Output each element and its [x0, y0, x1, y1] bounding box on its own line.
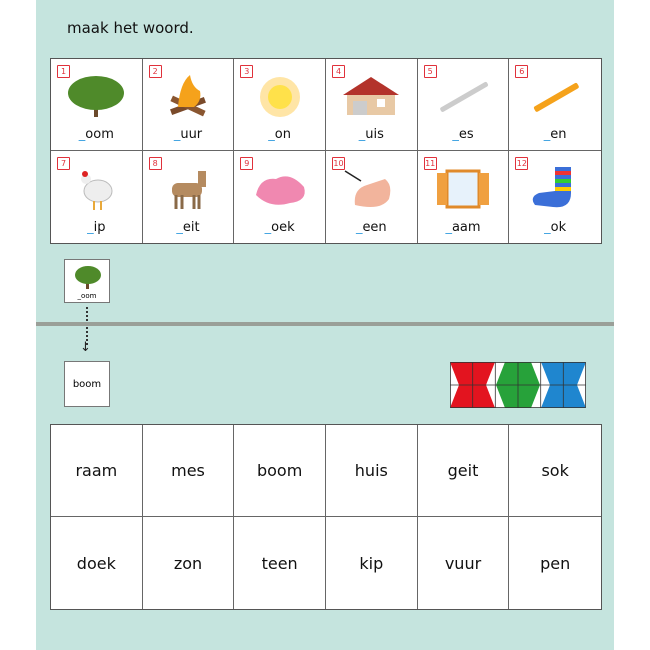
word-grid [50, 424, 602, 610]
blank: _ [452, 127, 459, 142]
toe-icon [341, 165, 401, 211]
card-number: 8 [149, 157, 162, 170]
card-word [418, 127, 509, 142]
blank: _ [358, 127, 366, 142]
card-number: 1 [57, 65, 70, 78]
picture-card [143, 151, 235, 243]
card-number: 3 [240, 65, 253, 78]
blank: _ [544, 220, 551, 235]
blank: _ [176, 220, 183, 235]
word-card[interactable]: kip [326, 517, 418, 609]
card-word [143, 127, 234, 142]
picture-card [234, 151, 326, 243]
tree-icon [66, 73, 126, 119]
window-icon [433, 165, 493, 211]
chicken-icon [66, 165, 126, 211]
card-number: 11 [425, 159, 436, 168]
word-ending: aam [451, 220, 481, 235]
word-ending: eit [182, 220, 200, 235]
word-ending: ok [550, 220, 567, 235]
blank: _ [355, 220, 363, 235]
blank: _ [264, 220, 272, 235]
picture-card [509, 151, 601, 243]
word-card[interactable]: doek [51, 517, 143, 609]
blank: _ [445, 220, 452, 235]
word-card[interactable]: raam [51, 425, 143, 517]
blank: _ [173, 127, 181, 142]
card-word [51, 220, 142, 235]
word-card[interactable]: boom [234, 425, 326, 517]
picture-card [418, 151, 510, 243]
example-answer: boom [64, 361, 110, 407]
word-card[interactable]: pen [540, 553, 571, 573]
arrow-down-icon: ↓ [80, 340, 91, 355]
word-ending: uur [180, 127, 203, 142]
card-word [326, 220, 417, 235]
blank: _ [87, 220, 94, 235]
picture-card [234, 59, 326, 151]
goat-icon [158, 165, 218, 211]
blank: _ [78, 127, 86, 142]
picture-card [509, 59, 601, 151]
card-word [509, 220, 601, 235]
knife-icon [433, 73, 493, 119]
picture-card [418, 59, 510, 151]
picture-card [51, 151, 143, 243]
example-word: _oom [77, 292, 97, 300]
card-number: 5 [424, 65, 437, 78]
cloth-icon [250, 165, 310, 211]
word-ending: oom [85, 127, 114, 142]
card-number: 10 [333, 159, 344, 168]
example-card [64, 259, 110, 303]
word-ending: es [458, 127, 474, 142]
color-pattern [450, 362, 586, 408]
sock-icon [525, 165, 585, 211]
word-card[interactable]: mes [143, 425, 235, 517]
card-number: 4 [332, 65, 345, 78]
card-word [51, 127, 142, 142]
fire-icon [158, 73, 218, 119]
picture-card [326, 151, 418, 243]
card-number: 9 [240, 157, 253, 170]
card-word [234, 127, 325, 142]
picture-grid [50, 58, 602, 244]
card-number: 2 [149, 65, 162, 78]
card-word [234, 220, 325, 235]
word-card[interactable]: zon [143, 517, 235, 609]
divider [36, 322, 614, 326]
card-number: 12 [516, 159, 527, 168]
house-icon [341, 73, 401, 119]
sun-icon [250, 73, 310, 119]
card-word [418, 220, 509, 235]
word-card[interactable]: sok [509, 425, 601, 517]
pen-icon [525, 73, 585, 119]
card-word [509, 127, 601, 142]
word-card[interactable]: geit [418, 425, 510, 517]
word-ending: ip [93, 220, 106, 235]
card-number: 7 [57, 157, 70, 170]
card-word [143, 220, 234, 235]
picture-card [143, 59, 235, 151]
blank: _ [543, 127, 551, 142]
word-ending: on [274, 127, 291, 142]
card-number: 6 [515, 65, 528, 78]
card-word [326, 127, 417, 142]
word-ending: en [550, 127, 567, 142]
picture-card [326, 59, 418, 151]
word-ending: uis [365, 127, 384, 142]
blank: _ [268, 127, 275, 142]
word-card[interactable]: vuur [418, 517, 510, 609]
word-card[interactable]: teen [234, 517, 326, 609]
word-card[interactable]: huis [326, 425, 418, 517]
word-ending: oek [271, 220, 295, 235]
word-ending: een [362, 220, 387, 235]
picture-card [51, 59, 143, 151]
instruction: maak het woord. [67, 19, 194, 37]
tree-icon [74, 264, 102, 290]
